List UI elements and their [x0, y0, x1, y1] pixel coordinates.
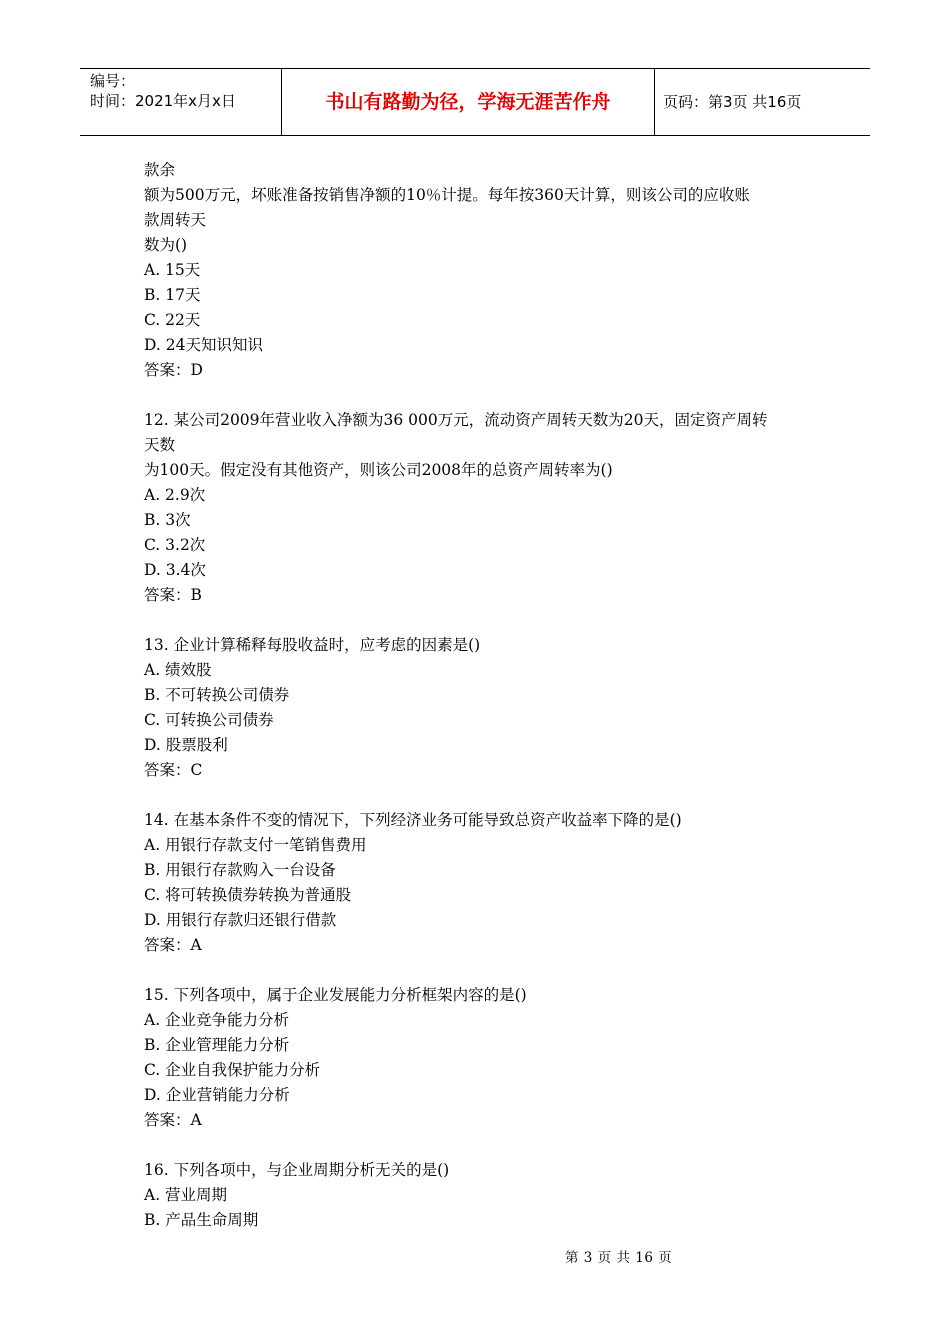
body-line: D. 股票股利	[144, 736, 228, 754]
body-line: B. 产品生命周期	[144, 1211, 259, 1229]
body-line: A. 企业竞争能力分析	[144, 1011, 290, 1029]
body-line: 为100天。假定没有其他资产，则该公司2008年的总资产周转率为()	[144, 461, 613, 479]
body-line: 12. 某公司2009年营业收入净额为36 000万元，流动资产周转天数为20天，固定资产周转	[144, 411, 768, 429]
body-line: 15. 下列各项中，属于企业发展能力分析框架内容的是()	[144, 986, 527, 1004]
paragraph-gap	[144, 1133, 824, 1158]
page-header	[80, 68, 870, 136]
body-line: C. 3.2次	[144, 536, 206, 554]
date-label: 时间：2021年x月x日	[90, 92, 236, 110]
document-body	[144, 158, 824, 1233]
body-line: 款周转天	[144, 211, 207, 229]
body-line: 天数	[144, 436, 176, 454]
body-line: B. 17天	[144, 286, 201, 304]
body-line: 16. 下列各项中，与企业周期分析无关的是()	[144, 1161, 450, 1179]
body-line: 答案：B	[144, 586, 202, 604]
body-line: B. 3次	[144, 511, 191, 529]
body-line: D. 24天知识知识	[144, 336, 263, 354]
body-line: D. 用银行存款归还银行借款	[144, 911, 337, 929]
page-footer: 第 3 页 共 16 页	[565, 1250, 673, 1266]
body-line: 答案：C	[144, 761, 203, 779]
body-line: 额为500万元，坏账准备按销售净额的10％计提。每年按360天计算，则该公司的应收账	[144, 186, 750, 204]
body-line: A. 绩效股	[144, 661, 212, 679]
body-line: 14. 在基本条件不变的情况下，下列经济业务可能导致总资产收益率下降的是()	[144, 811, 682, 829]
body-line: C. 将可转换债券转换为普通股	[144, 886, 352, 904]
paragraph-gap	[144, 608, 824, 633]
header-motto: 书山有路勤为径，学海无涯苦作舟	[282, 69, 655, 135]
body-line: C. 企业自我保护能力分析	[144, 1061, 321, 1079]
body-line: A. 用银行存款支付一笔销售费用	[144, 836, 367, 854]
body-line: 答案：A	[144, 936, 202, 954]
paragraph-gap	[144, 383, 824, 408]
body-line: B. 企业管理能力分析	[144, 1036, 290, 1054]
body-line: C. 可转换公司债券	[144, 711, 274, 729]
body-line: 答案：D	[144, 361, 203, 379]
body-line: B. 用银行存款购入一台设备	[144, 861, 336, 879]
serial-number-label: 编号：	[90, 72, 136, 90]
body-line: A. 2.9次	[144, 486, 206, 504]
body-line: 数为()	[144, 236, 188, 254]
header-meta	[80, 69, 282, 135]
paragraph-gap	[144, 783, 824, 808]
body-line: C. 22天	[144, 311, 201, 329]
body-line: D. 企业营销能力分析	[144, 1086, 290, 1104]
paragraph-gap	[144, 958, 824, 983]
body-line: B. 不可转换公司债券	[144, 686, 290, 704]
body-line: 答案：A	[144, 1111, 202, 1129]
body-line: A. 营业周期	[144, 1186, 228, 1204]
body-line: 13. 企业计算稀释每股收益时，应考虑的因素是()	[144, 636, 481, 654]
body-line: D. 3.4次	[144, 561, 206, 579]
header-page-info: 页码：第3页 共16页	[663, 93, 802, 111]
body-line: A. 15天	[144, 261, 201, 279]
body-line: 款余	[144, 161, 176, 179]
